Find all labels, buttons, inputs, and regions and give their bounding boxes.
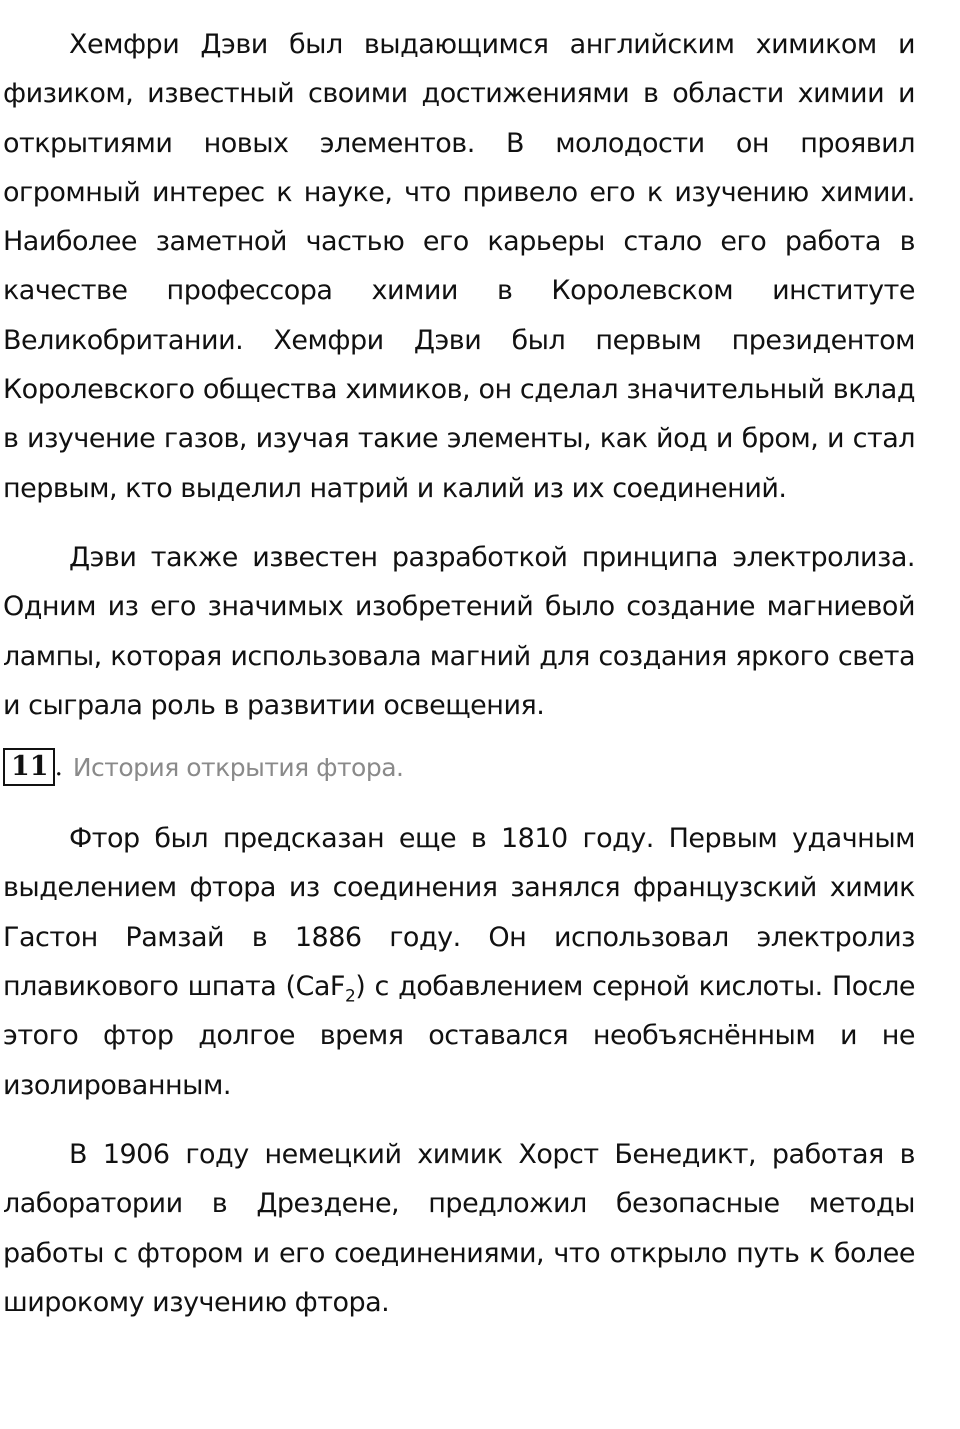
task-title: История открытия фтора. (72, 752, 404, 782)
task-heading (3, 744, 915, 790)
formula-subscript: 2 (344, 986, 356, 1007)
paragraph-davy-electrolysis: Дэви также известен разработкой принципа электролиза. Одним из его значимых изобретений было создание магниевой лампы, которая использовала магний для создания яркого света и сыграла роль в развитии освещения. (3, 541, 915, 721)
paragraph-davy-biography: Хемфри Дэви был выдающимся английским химиком и физиком, известный своими достижениями в области химии и открытиями новых элементов. В молодости он проявил огромный интерес к науке, что привело его к изучению химии. Наиболее заметной частью его карьеры стало его работа в качестве профессора химии в Королевском институте Великобритании. Хемфри Дэви был первым президентом Королевского общества химиков, он сделал значительный вклад в изучение газов, изучая такие элементы, как йод и бром, и стал первым, кто выделил натрий и калий из их соединений. (3, 29, 915, 504)
fluorine-text-before-formula: Фтор был предсказан еще в 1810 году. Первым удачным выделением фтора из соединения занялся французский химик Гастон Рамзай в 1886 году. Он использовал электролиз плавикового шпата (CaF (3, 823, 915, 1003)
task-number-dot: . (54, 752, 63, 783)
fluorine-text-after-formula: ) с добавлением серной кислоты. После этого фтор долгое время оставался необъяснённым и не изолированным. (3, 971, 916, 1101)
paragraph-fluorine-benedict: В 1906 году немецкий химик Хорст Бенедикт, работая в лаборатории в Дрездене, предложил безопасные методы работы с фтором и его соединениями, что открыло путь к более широкому изучению фтора. (3, 1138, 915, 1318)
task-number-box: 11 (3, 748, 55, 786)
paragraph-fluorine-discovery (3, 814, 915, 1110)
document-page (3, 20, 915, 1327)
